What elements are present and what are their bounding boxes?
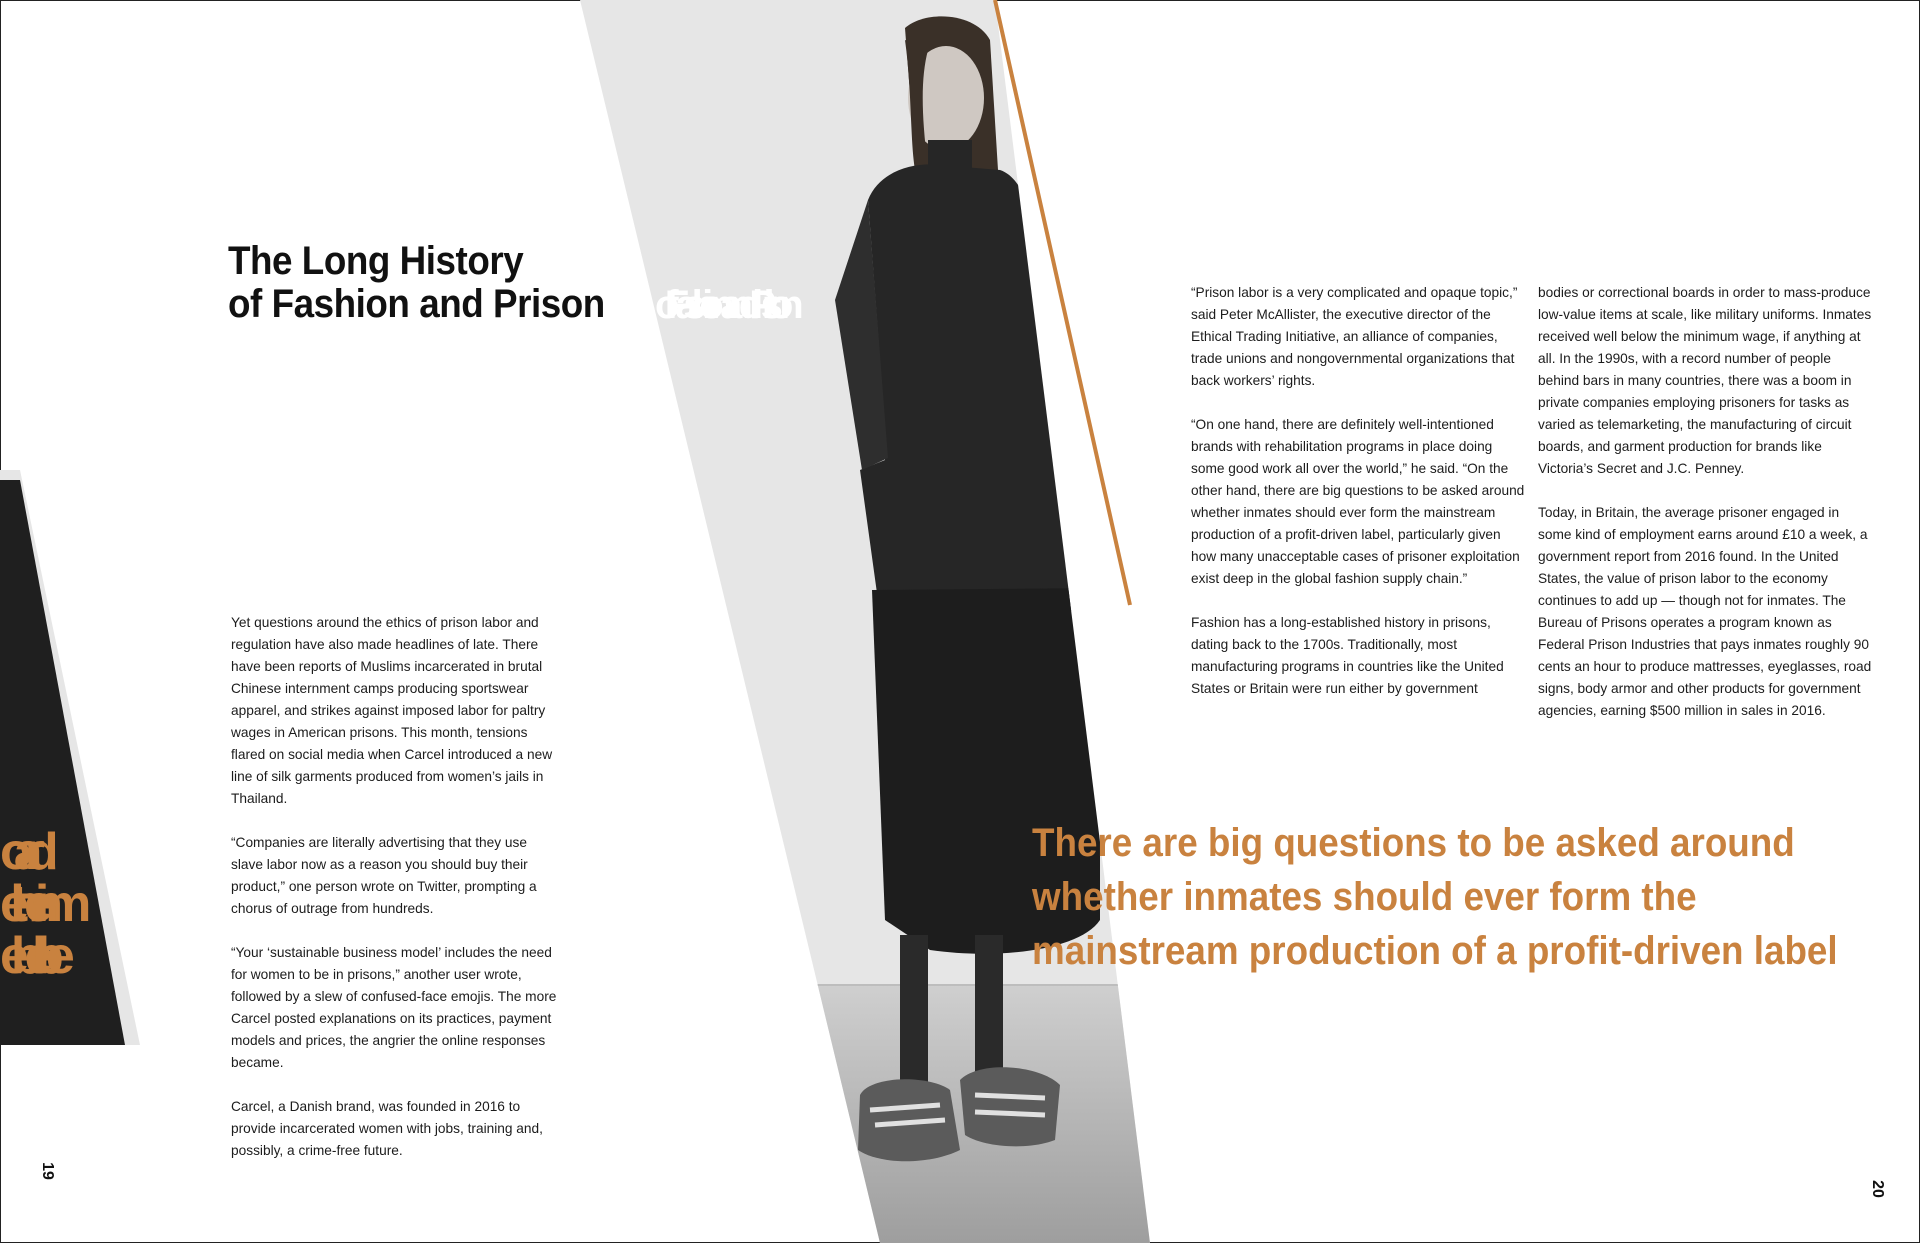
- pull-quote: There are big questions to be asked around whether inmates should ever form the mainstream production of a profit-driven label: [1032, 821, 1838, 973]
- title-line-1: The Long History: [228, 239, 524, 283]
- pull-quote-ghost-3: ebelbe: [0, 927, 57, 985]
- pull-quote-ghost-2: etheinm: [0, 875, 74, 933]
- middle-paragraph: “On one hand, there are definitely well-intentioned brands with rehabilitation programs in place doing some good work all over the world,” he said. “On the other hand, there are big questions to be asked around whether inmates should ever form the mainstream production of a profit-driven label, particularly given how many unacceptable cases of prisoner exploitation exist deep in the global fashion supply chain.”: [1191, 417, 1525, 586]
- page-title: [228, 240, 605, 326]
- page-number-right: 20: [1868, 1180, 1886, 1198]
- right-column: [1538, 282, 1874, 744]
- left-column: [231, 612, 561, 1184]
- title-line-2: of Fashion and Prison: [228, 282, 605, 326]
- left-paragraph: Carcel, a Danish brand, was founded in 2016 to provide incarcerated women with jobs, training and, possibly, a crime-free future.: [231, 1099, 543, 1158]
- title-ghost-echo: ofFashionandPrison: [655, 283, 790, 327]
- left-paragraph: “Companies are literally advertising that they use slave labor now as a reason you should buy their product,” one person wrote on Twitter, prompting a chorus of outrage from hundreds.: [231, 835, 537, 916]
- left-paragraph: “Your ‘sustainable business model’ includes the need for women to be in prisons,” another user wrote, followed by a slew of confused-face emojis. The more Carcel posted explanations on its practices, payment models and prices, the angrier the online responses became.: [231, 945, 557, 1070]
- right-paragraph: Today, in Britain, the average prisoner engaged in some kind of employment earns around £10 a week, a government report from 2016 found. In the United States, the value of prison labor to the economy continues to add up — though not for inmates. The Bureau of Prisons operates a program known as Federal Prison Industries that pays inmates roughly 90 cents an hour to produce mattresses, eyeglasses, road signs, body armor and other products for government agencies, earning $500 million in sales in 2016.: [1538, 505, 1872, 718]
- right-paragraph: bodies or correctional boards in order to mass-produce low-value items at scale, like military uniforms. Inmates received well below the minimum wage, if anything at all. In the 1990s, with a record number of people behind bars in many countries, there was a boom in private companies employing prisoners for tasks as varied as telemarketing, the manufacturing of circuit boards, and garment production for brands like Victoria’s Secret and J.C. Penney.: [1538, 285, 1872, 476]
- middle-paragraph: “Prison labor is a very complicated and opaque topic,” said Peter McAllister, the executive director of the Ethical Trading Initiative, an alliance of companies, trade unions and nongovernmental organizations that back workers’ rights.: [1191, 285, 1518, 388]
- pull-quote-ghost-1: oard: [0, 823, 41, 881]
- middle-column: [1191, 282, 1529, 722]
- left-paragraph: Yet questions around the ethics of prison labor and regulation have also made headlines of late. There have been reports of Muslims incarcerated in brutal Chinese internment camps producing sportswear apparel, and strikes against imposed labor for paltry wages in American prisons. This month, tensions flared on social media when Carcel introduced a new line of silk garments produced from women’s jails in Thailand.: [231, 615, 553, 806]
- middle-paragraph: Fashion has a long-established history in prisons, dating back to the 1700s. Traditionally, most manufacturing programs in countries like the United States or Britain were run either by government: [1191, 615, 1504, 696]
- page-number-left: 19: [38, 1162, 56, 1180]
